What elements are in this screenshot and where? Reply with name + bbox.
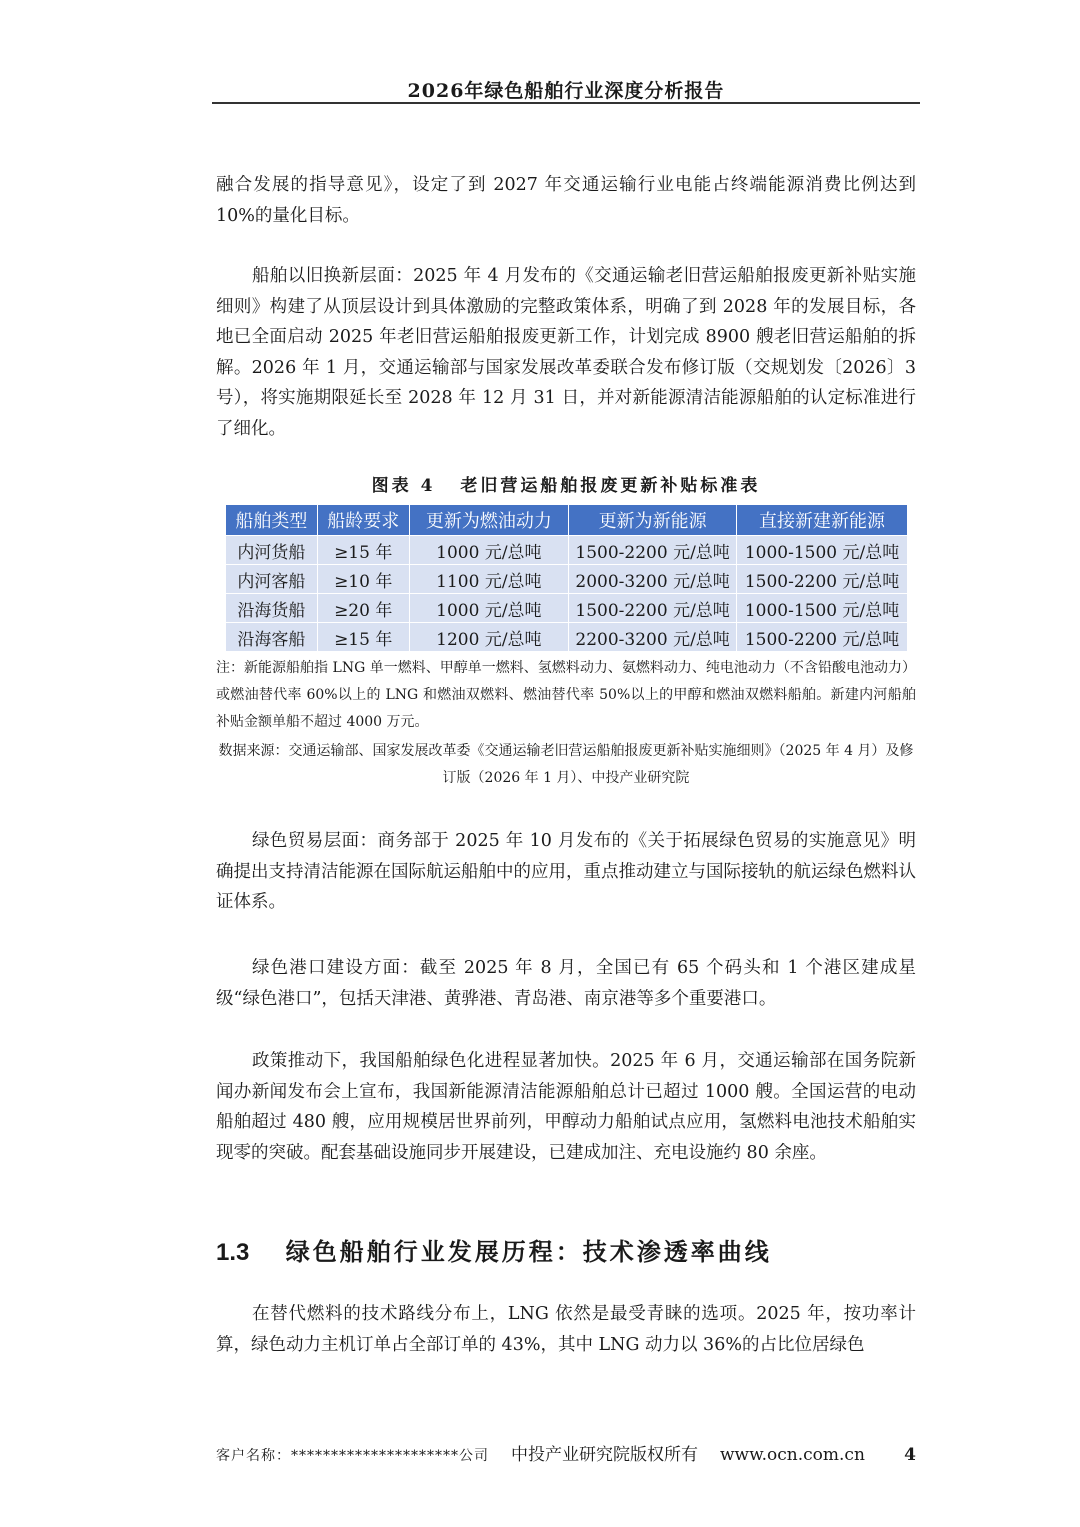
- table-cell: 1100 元/总吨: [409, 565, 569, 594]
- table-caption: [216, 471, 916, 496]
- section-title: 绿色船舶行业发展历程：技术渗透率曲线: [285, 1237, 772, 1266]
- table-cell: 1000 元/总吨: [409, 594, 569, 623]
- table-note: 注：新能源船舶指 LNG 单一燃料、甲醇单一燃料、氢燃料动力、氨燃料动力、纯电池动力（不含铅酸电池动力）或燃油替代率 60%以上的 LNG 和燃油双燃料、燃油替代率 50%以上的甲醇和燃油双燃料船舶。新建内河船舶补贴金额单船不超过 4000 万元。: [216, 660, 916, 730]
- table-caption-label: 图表 4: [371, 476, 436, 496]
- table-cell: 内河货船: [226, 536, 318, 565]
- table-cell: 沿海客船: [226, 623, 318, 652]
- footer-url: www.ocn.com.cn: [720, 1445, 865, 1465]
- table-cell: 1500-2200 元/总吨: [569, 536, 737, 565]
- table-source: 数据来源：交通运输部、国家发展改革委《交通运输老旧营运船舶报废更新补贴实施细则》（2025 年 4 月）及修订版（2026 年 1 月）、中投产业研究院: [218, 743, 914, 786]
- paragraph-2: 船舶以旧换新层面：2025 年 4 月发布的《交通运输老旧营运船舶报废更新补贴实施细则》构建了从顶层设计到具体激励的完整政策体系，明确了到 2028 年的发展目标，各地已全面启动 2025 年老旧营运船舶报废更新工作，计划完成 8900 艘老旧营运船舶的拆解。2026 年 1 月，交通运输部与国家发展改革委联合发布修订版（交规划发〔2026〕3 号），将实施期限延长至 2028 年 12 月 31 日，并对新能源清洁能源船舶的认定标准进行了细化。: [216, 266, 916, 439]
- table-cell: 内河客船: [226, 565, 318, 594]
- paragraph-5: 政策推动下，我国船舶绿色化进程显著加快。2025 年 6 月，交通运输部在国务院新闻办新闻发布会上宣布，我国新能源清洁能源船舶总计已超过 1000 艘。全国运营的电动船舶超过 480 艘，应用规模居世界前列，甲醇动力船舶试点应用，氢燃料电池技术船舶实现零的突破。配套基础设施同步开展建设，已建成加注、充电设施约 80 余座。: [216, 1051, 916, 1163]
- table-header-row: [226, 505, 908, 536]
- footer-client: 客户名称：*********************公司: [216, 1448, 489, 1464]
- table-header-cell: 船龄要求: [317, 505, 409, 536]
- page-header-title: 2026年绿色船舶行业深度分析报告: [407, 80, 725, 102]
- table-cell: 1000 元/总吨: [409, 536, 569, 565]
- section-number: 1.3: [216, 1239, 250, 1266]
- header-divider: [212, 102, 920, 104]
- table-cell: 1500-2200 元/总吨: [737, 565, 908, 594]
- table-cell: 1500-2200 元/总吨: [737, 623, 908, 652]
- table-row: [226, 594, 908, 623]
- table-cell: 1200 元/总吨: [409, 623, 569, 652]
- table-header-cell: 直接新建新能源: [737, 505, 908, 536]
- table-cell: 1000-1500 元/总吨: [737, 594, 908, 623]
- page-number: 4: [904, 1445, 916, 1465]
- table-cell: ≥15 年: [317, 536, 409, 565]
- table-cell: 1500-2200 元/总吨: [569, 594, 737, 623]
- footer-copyright: 中投产业研究院版权所有: [511, 1445, 698, 1465]
- table-cell: 2000-3200 元/总吨: [569, 565, 737, 594]
- table-cell: ≥10 年: [317, 565, 409, 594]
- paragraph-4: 绿色港口建设方面：截至 2025 年 8 月，全国已有 65 个码头和 1 个港区建成星级“绿色港口”，包括天津港、黄骅港、青岛港、南京港等多个重要港口。: [216, 958, 916, 1009]
- subsidy-table: [225, 504, 908, 652]
- table-row: [226, 536, 908, 565]
- table-row: [226, 623, 908, 652]
- page-footer: [216, 1440, 916, 1465]
- table-row: [226, 565, 908, 594]
- section-heading: [216, 1232, 772, 1267]
- table-header-cell: 更新为燃油动力: [409, 505, 569, 536]
- table-cell: 沿海货船: [226, 594, 318, 623]
- table-cell: ≥20 年: [317, 594, 409, 623]
- paragraph-6: 在替代燃料的技术路线分布上，LNG 依然是最受青睐的选项。2025 年，按功率计算，绿色动力主机订单占全部订单的 43%，其中 LNG 动力以 36%的占比位居绿色: [216, 1304, 916, 1355]
- paragraph-3: 绿色贸易层面：商务部于 2025 年 10 月发布的《关于拓展绿色贸易的实施意见》明确提出支持清洁能源在国际航运船舶中的应用，重点推动建立与国际接轨的航运绿色燃料认证体系。: [216, 831, 916, 912]
- table-header-cell: 船舶类型: [226, 505, 318, 536]
- table-caption-title: 老旧营运船舶报废更新补贴标准表: [460, 476, 761, 496]
- table-header-cell: 更新为新能源: [569, 505, 737, 536]
- table-cell: ≥15 年: [317, 623, 409, 652]
- table-cell: 1000-1500 元/总吨: [737, 536, 908, 565]
- table-cell: 2200-3200 元/总吨: [569, 623, 737, 652]
- paragraph-1: 融合发展的指导意见》，设定了到 2027 年交通运输行业电能占终端能源消费比例达到 10%的量化目标。: [216, 175, 916, 226]
